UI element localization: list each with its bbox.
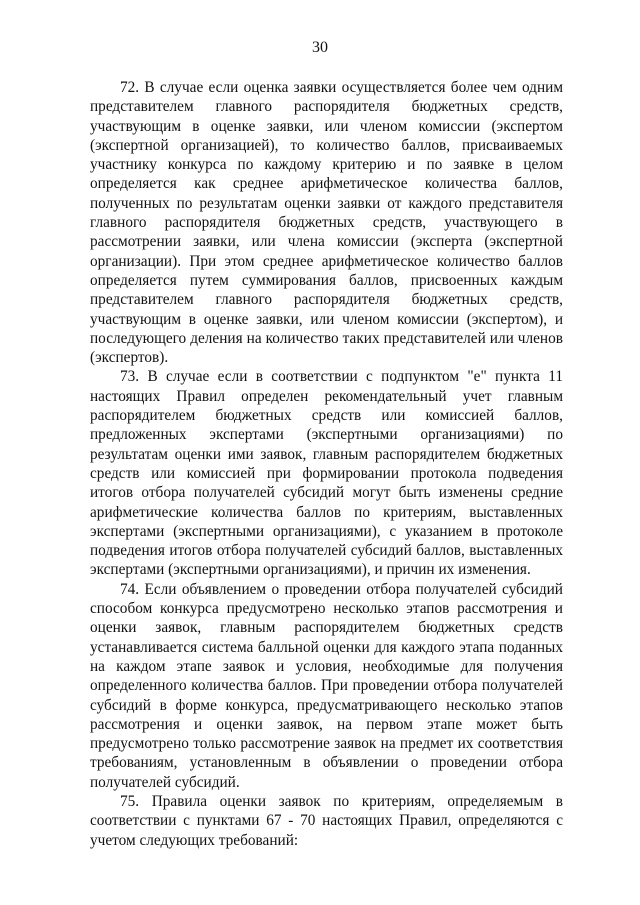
paragraph-74: 74. Если объявлением о проведении отбора получателей субсидий способом конкурса предусмотрено несколько этапов рассмотрения и оценки заявок, главным распорядителем бюджетных средств устанавливается система балльной оценки для каждого этапа поданных на каждом этапе заявок и условия, необходимые для получения определенного количества баллов. При проведении отбора получателей субсидий в форме конкурса, предусматривающего несколько этапов рассмотрения и оценки заявок, на первом этапе может быть предусмотрено только рассмотрение заявок на предмет их соответствия требованиям, установленным в объявлении о проведении отбора получателей субсидий. [90,580,563,791]
document-body [90,78,563,850]
paragraph-73: 73. В случае если в соответствии с подпунктом "е" пункта 11 настоящих Правил определен рекомендательный учет главным распорядителем бюджетных средств или комиссией баллов, предложенных экспертами (экспертными организациями) по результатам оценки ими заявок, главным распорядителем бюджетных средств или комиссией при формировании протокола подведения итогов отбора получателей субсидий могут быть изменены средние арифметические количества баллов по критериям, выставленных экспертами (экспертными организациями), с указанием в протоколе подведения итогов отбора получателей субсидий баллов, выставленных экспертами (экспертными организациями), и причин их изменения. [90,368,563,579]
paragraph-75: 75. Правила оценки заявок по критериям, определяемым в соответствии с пунктами 67 - 70 настоящих Правил, определяются с учетом следующих требований: [90,792,563,849]
paragraph-72: 72. В случае если оценка заявки осуществляется более чем одним представителем главного распорядителя бюджетных средств, участвующим в оценке заявки, или членом комиссии (экспертом (экспертной организацией), то количество баллов, присваиваемых участнику конкурса по каждому критерию и по заявке в целом определяется как среднее арифметическое количества баллов, полученных по результатам оценки заявки от каждого представителя главного распорядителя бюджетных средств, участвующего в рассмотрении заявки, или члена комиссии (эксперта (экспертной организации). При этом среднее арифметическое количество баллов определяется путем суммирования баллов, присвоенных каждым представителем главного распорядителя бюджетных средств, участвующим в оценке заявки, или членом комиссии (экспертом), и последующего деления на количество таких представителей или членов (экспертов). [90,79,563,367]
page-number: 30 [312,39,328,56]
